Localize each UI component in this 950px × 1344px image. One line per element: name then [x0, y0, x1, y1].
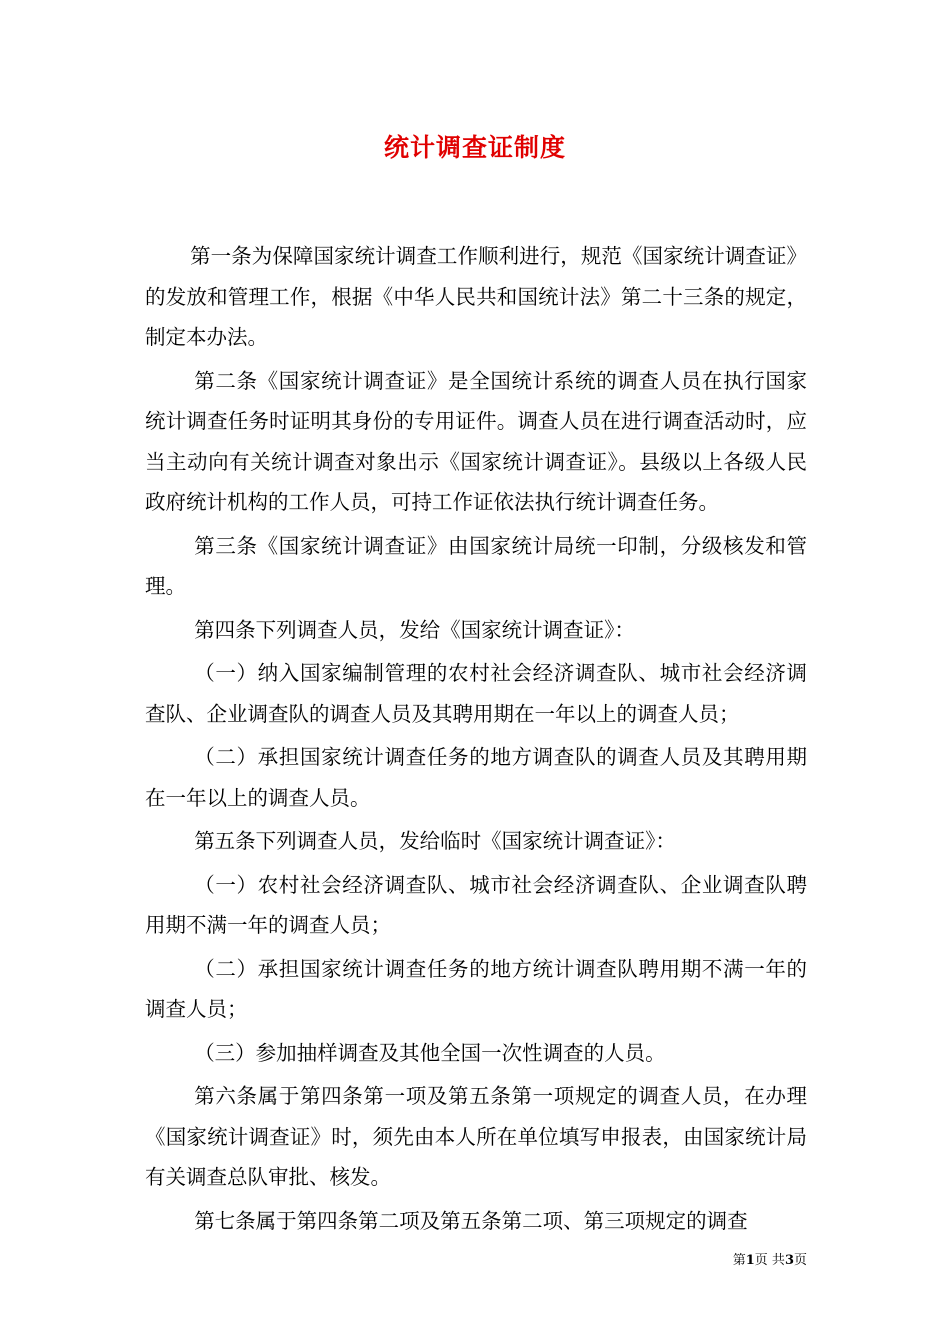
page-footer: [733, 1251, 807, 1271]
paragraph-article-2: 第二条《国家统计调查证》是全国统计系统的调查人员在执行国家统计调查任务时证明其身份的专用证件。调查人员在进行调查活动时，应当主动向有关统计调查对象出示《国家统计调查证》。县级以上各级人民政府统计机构的工作人员，可持工作证依法执行统计调查任务。: [145, 368, 807, 514]
paragraph-article-6: 第六条属于第四条第一项及第五条第一项规定的调查人员，在办理《国家统计调查证》时，须先由本人所在单位填写申报表，由国家统计局有关调查总队审批、核发。: [145, 1084, 807, 1189]
footer-current-page: 1: [745, 1253, 755, 1268]
paragraph-article-4-item-2: （二）承担国家统计调查任务的地方调查队的调查人员及其聘用期在一年以上的调查人员。: [145, 745, 807, 810]
document-title: 统计调查证制度: [383, 133, 566, 162]
footer-total-pages: 3: [784, 1253, 794, 1268]
paragraph-article-5-item-1: （一）农村社会经济调查队、城市社会经济调查队、企业调查队聘用期不满一年的调查人员；: [145, 872, 807, 937]
document-body: [145, 236, 807, 1244]
paragraph-article-5-item-2: （二）承担国家统计调查任务的地方统计调查队聘用期不满一年的调查人员；: [145, 956, 807, 1021]
footer-prefix: 第: [732, 1253, 746, 1268]
paragraph-article-5-item-3: （三）参加抽样调查及其他全国一次性调查的人员。: [194, 1040, 666, 1065]
paragraph-article-7: 第七条属于第四条第二项及第五条第二项、第三项规定的调查: [194, 1208, 748, 1233]
paragraph-article-3: 第三条《国家统计调查证》由国家统计局统一印制，分级核发和管理。: [145, 533, 807, 598]
footer-middle: 页 共: [754, 1253, 785, 1268]
footer-suffix: 页: [793, 1253, 807, 1268]
paragraph-article-4: 第四条下列调查人员，发给《国家统计调查证》：: [194, 617, 635, 642]
paragraph-article-4-item-1: （一）纳入国家编制管理的农村社会经济调查队、城市社会经济调查队、企业调查队的调查人员及其聘用期在一年以上的调查人员；: [145, 661, 807, 726]
paragraph-article-1: 第一条为保障国家统计调查工作顺利进行，规范《国家统计调查证》的发放和管理工作，根据《中华人民共和国统计法》第二十三条的规定，制定本办法。: [145, 244, 807, 349]
paragraph-article-5: 第五条下列调查人员，发给临时《国家统计调查证》：: [194, 829, 676, 853]
